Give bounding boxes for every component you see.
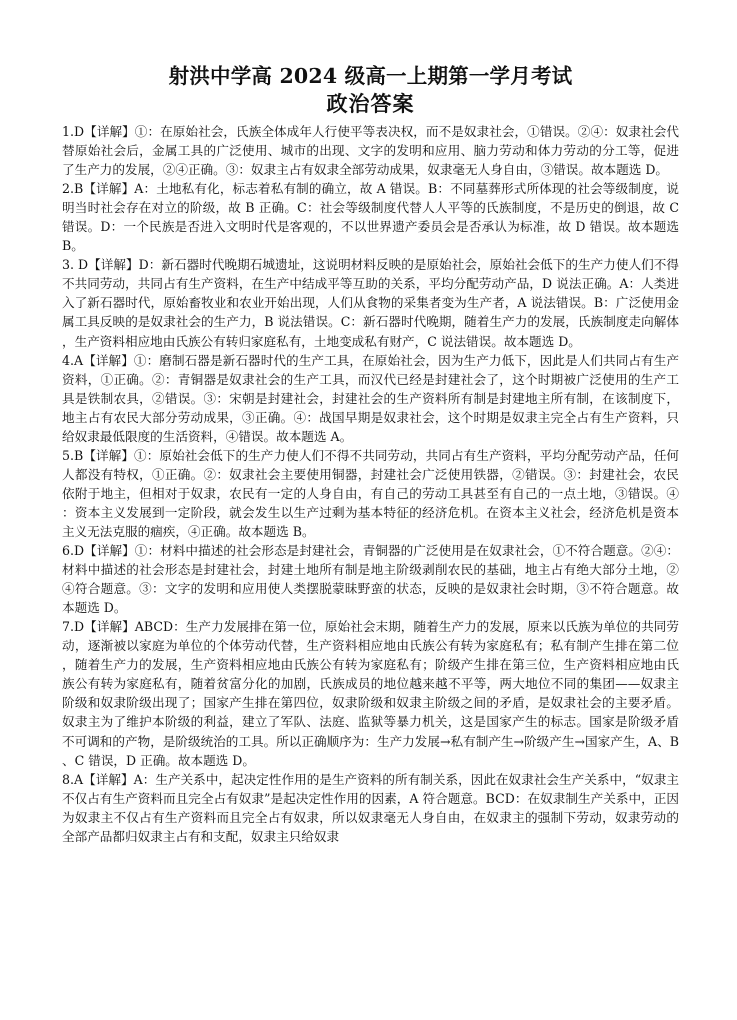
- answer-item-6: 6.D【详解】①：材料中描述的社会形态是封建社会，青铜器的广泛使用是在奴隶社会，①不符合题意。②④：材料中描述的社会形态是封建社会，封建土地所有制是地主阶级剥削农民的基础，地主占有绝大部分土地，②④符合题意。③：文字的发明和应用使人类摆脱蒙昧野蛮的状态，反映的是奴隶社会时期，③不符合题意。故本题选 D。: [62, 543, 679, 616]
- answer-item-7: 7.D【详解】ABCD：生产力发展排在第一位，原始社会末期，随着生产力的发展，原来以氏族为单位的共同劳动，逐渐被以家庭为单位的个体劳动代替，生产资料相应地由氏族公有转为家庭私有；私有制产生排在第二位，随着生产力的发展，生产资料相应地由氏族公有转为家庭私有；阶级产生排在第三位，生产资料相应地由氏族公有转为家庭私有，随着贫富分化的加剧，氏族成员的地位越来越不平等，两大地位不同的集团——奴隶主阶级和奴隶阶级出现了；国家产生排在第四位，奴隶阶级和奴隶主阶级之间的矛盾，是奴隶社会的主要矛盾。奴隶主为了维护本阶级的利益，建立了军队、法庭、监狱等暴力机关，这是国家产生的标志。国家是阶级矛盾不可调和的产物，是阶级统治的工具。所以正确顺序为：生产力发展→私有制产生→阶级产生→国家产生，A、B、C 错误，D 正确。故本题选 D。: [62, 619, 679, 768]
- answer-item-5: 5.B【详解】①：原始社会低下的生产力使人们不得不共同劳动，共同占有生产资料，平均分配劳动产品，任何人都没有特权，①正确。②：奴隶社会主要使用铜器，封建社会广泛使用铁器，②错误。③：封建社会，农民依附于地主，但相对于奴隶，农民有一定的人身自由，有自己的劳动工具甚至有自己的一点土地，③错误。④：资本主义发展到一定阶段，就会发生以生产过剩为基本特征的经济危机。在资本主义社会，经济危机是资本主义无法克服的痼疾，④正确。故本题选 B。: [62, 447, 679, 539]
- answer-item-2: 2.B【详解】A：土地私有化，标志着私有制的确立，故 A 错误。B：不同墓葬形式所体现的社会等级制度，说明当时社会存在对立的阶级，故 B 正确。C：社会等级制度代替人人平等的氏族制度，不是历史的倒退，故 C 错误。D：一个民族是否进入文明时代是客观的，不以世界遗产委员会是否承认为标准，故 D 错误。故本题选 B。: [62, 181, 679, 254]
- document-title: 射洪中学高 2024 级高一上期第一学月考试: [168, 64, 573, 88]
- answer-item-1: 1.D【详解】①：在原始社会，氏族全体成年人行使平等表决权，而不是奴隶社会，①错误。②④：奴隶社会代替原始社会后，金属工具的广泛使用、城市的出现、文字的发明和应用、脑力劳动和体力劳动的分工等，促进了生产力的发展，②④正确。③：奴隶主占有奴隶全部劳动成果，奴隶毫无人身自由，③错误。故本题选 D。: [62, 124, 679, 178]
- answer-item-8: 8.A【详解】A：生产关系中，起决定性作用的是生产资料的所有制关系，因此在奴隶社会生产关系中，“奴隶主不仅占有生产资料而且完全占有奴隶”是起决定性作用的因素，A 符合题意。BCD：在奴隶制生产关系中，正因为奴隶主不仅占有生产资料而且完全占有奴隶，所以奴隶毫无人身自由，在奴隶主的强制下劳动，奴隶劳动的全部产品都归奴隶主占有和支配，奴隶主只给奴隶: [62, 771, 679, 844]
- answer-list: [62, 122, 679, 846]
- answer-item-4: 4.A【详解】①：磨制石器是新石器时代的生产工具，在原始社会，因为生产力低下，因此是人们共同占有生产资料，①正确。②：青铜器是奴隶社会的生产工具，而汉代已经是封建社会了，这个时期被广泛使用的生产工具是铁制农具，②错误。③：宋朝是封建社会，封建社会的生产资料所有制是封建地主所有制，在该制度下，地主占有农民大部分劳动成果，③正确。④：战国早期是奴隶社会，这个时期是奴隶主完全占有生产资料，只给奴隶最低限度的生活资料，④错误。故本题选 A。: [62, 352, 679, 444]
- answer-item-3: 3. D【详解】D：新石器时代晚期石城遗址，这说明材料反映的是原始社会，原始社会低下的生产力使人们不得不共同劳动，共同占有生产资料，在生产中结成平等互助的关系，平均分配劳动产品，D 说法正确。A：人类进入了新石器时代，原始畜牧业和农业开始出现，人们从食物的采集者变为生产者，A 说法错误。B：广泛使用金属工具反映的是奴隶社会的生产力，B 说法错误。C：新石器时代晚期，随着生产力的发展，氏族制度走向解体，生产资料相应地由氏族公有转归家庭私有，土地变成私有财产，C 说法错误。故本题选 D。: [62, 257, 679, 349]
- document-subtitle: 政治答案: [326, 91, 415, 116]
